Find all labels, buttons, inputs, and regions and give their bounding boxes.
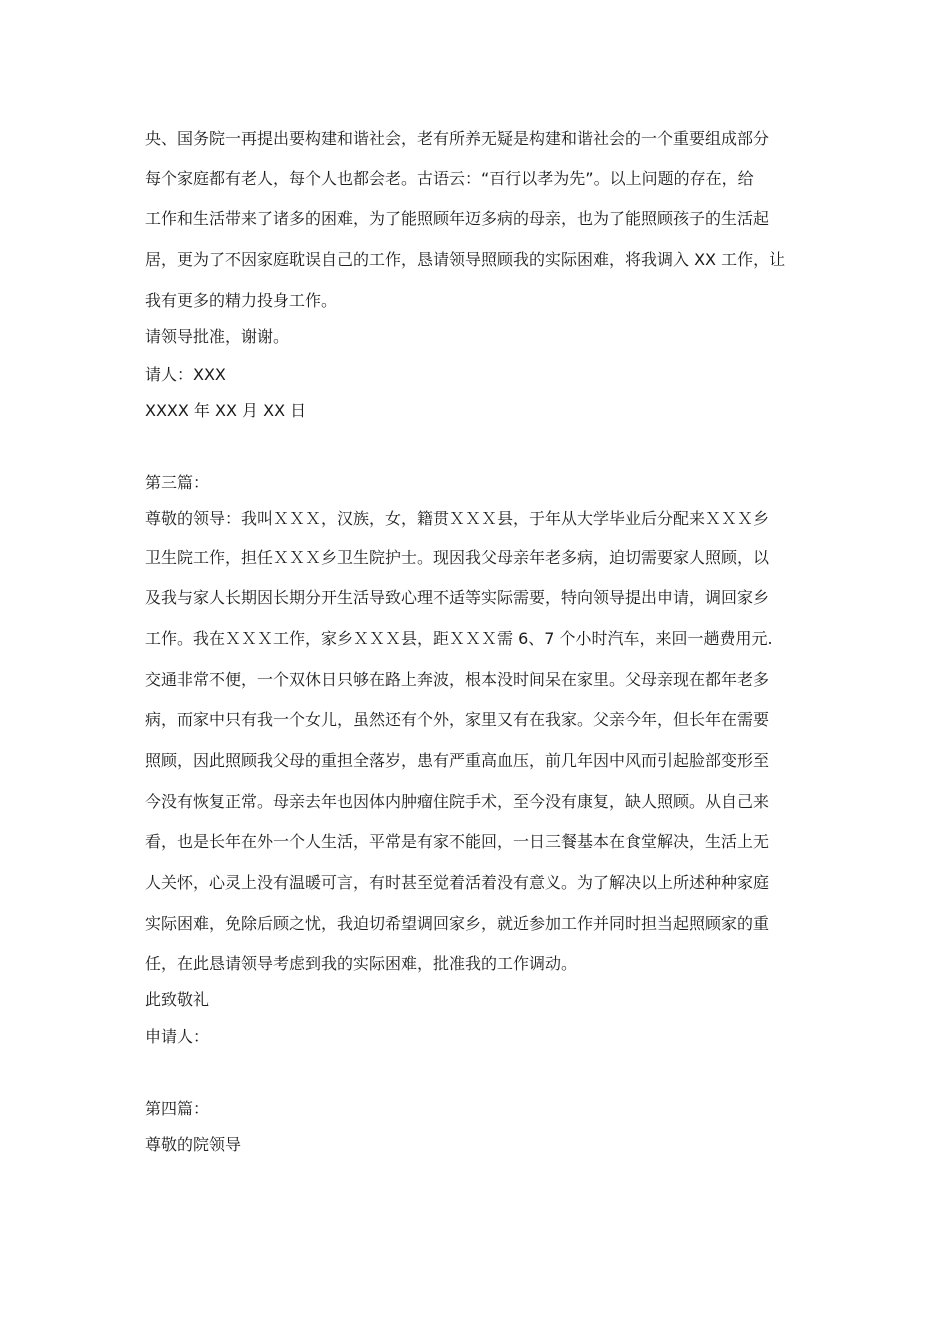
section-heading: 第三篇： bbox=[145, 473, 210, 492]
applicant-line: 请人：XXX bbox=[145, 365, 226, 384]
body-line: 我有更多的精力投身工作。 bbox=[145, 291, 338, 310]
body-line: 人关怀，心灵上没有温暖可言，有时甚至觉着活着没有意义。为了解决以上所述种种家庭 bbox=[145, 873, 770, 892]
body-line: 照顾，因此照顾我父母的重担全落岁，患有严重高血压，前几年因中风而引起脸部变形至 bbox=[145, 751, 770, 770]
body-line: 看，也是长年在外一个人生活，平常是有家不能回，一日三餐基本在食堂解决，生活上无 bbox=[145, 832, 770, 851]
body-line: 央、国务院一再提出要构建和谐社会，老有所养无疑是构建和谐社会的一个重要组成部分 bbox=[145, 129, 770, 148]
salutation-line: 尊敬的院领导 bbox=[145, 1135, 242, 1154]
closing-line: 此致敬礼 bbox=[145, 990, 210, 1009]
body-line: 任，在此恳请领导考虑到我的实际困难，批准我的工作调动。 bbox=[145, 954, 578, 973]
date-line: XXXX 年 XX 月 XX 日 bbox=[145, 401, 307, 420]
body-line: 尊敬的领导：我叫ＸＸＸ，汉族，女，籍贯ＸＸＸ县，于年从大学毕业后分配来ＸＸＸ乡 bbox=[145, 509, 770, 528]
body-line: 卫生院工作，担任ＸＸＸ乡卫生院护士。现因我父母亲年老多病，迫切需要家人照顾，以 bbox=[145, 548, 770, 567]
body-line: 病，而家中只有我一个女儿，虽然还有个外，家里又有在我家。父亲今年，但长年在需要 bbox=[145, 710, 770, 729]
body-line: 工作和生活带来了诸多的困难，为了能照顾年迈多病的母亲，也为了能照顾孩子的生活起 bbox=[145, 209, 770, 228]
closing-line: 请领导批准，谢谢。 bbox=[145, 327, 290, 346]
body-line: 工作。我在ＸＸＸ工作，家乡ＸＸＸ县，距ＸＸＸ需 6、7 个小时汽车，来回一趟费用元. bbox=[145, 629, 773, 648]
body-line: 实际困难，免除后顾之忧，我迫切希望调回家乡，就近参加工作并同时担当起照顾家的重 bbox=[145, 914, 770, 933]
body-line: 今没有恢复正常。母亲去年也因体内肿瘤住院手术，至今没有康复，缺人照顾。从自己来 bbox=[145, 792, 770, 811]
body-line: 交通非常不便，一个双休日只够在路上奔波，根本没时间呆在家里。父母亲现在都年老多 bbox=[145, 670, 770, 689]
body-line: 居，更为了不因家庭耽误自己的工作，恳请领导照顾我的实际困难，将我调入 XX 工作，让 bbox=[145, 250, 786, 269]
body-line: 每个家庭都有老人，每个人也都会老。古语云：“百行以孝为先”。以上问题的存在，给 bbox=[145, 169, 754, 188]
section-heading: 第四篇： bbox=[145, 1099, 210, 1118]
applicant-line: 申请人： bbox=[145, 1027, 210, 1046]
body-line: 及我与家人长期因长期分开生活导致心理不适等实际需要，特向领导提出申请，调回家乡 bbox=[145, 588, 770, 607]
